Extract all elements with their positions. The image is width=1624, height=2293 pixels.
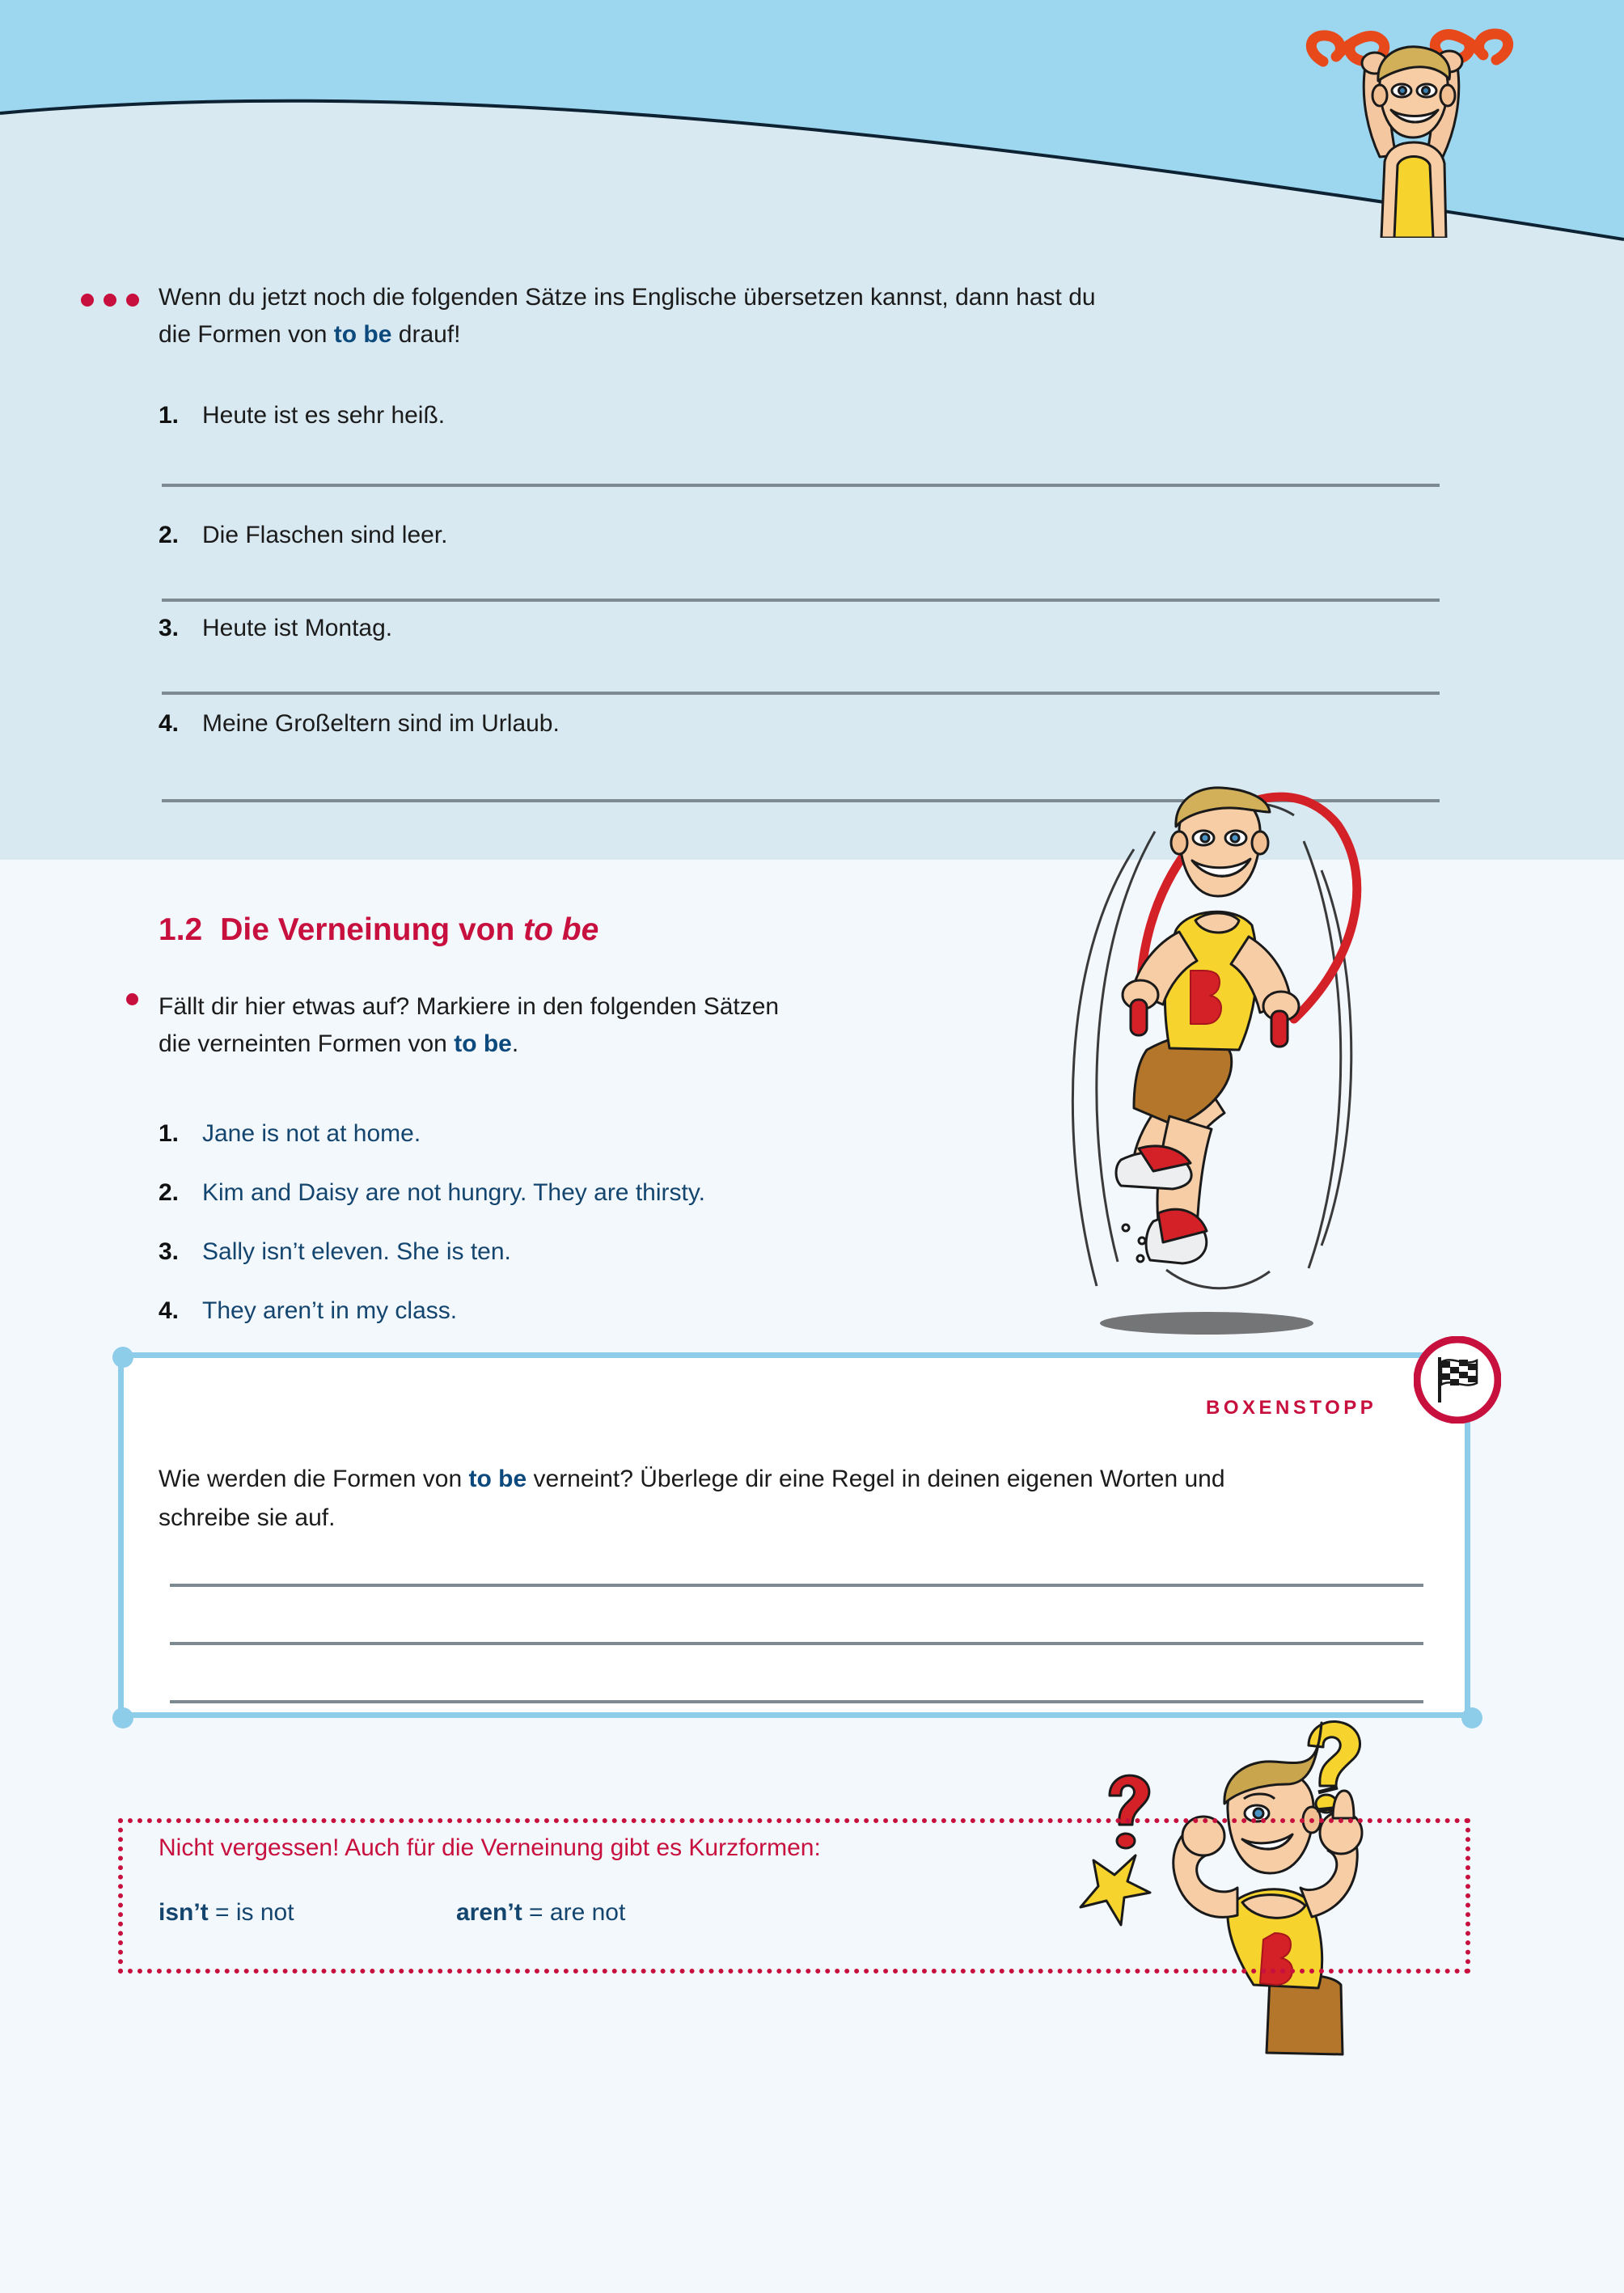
instruction-line-2-post: .	[511, 1030, 519, 1057]
boxenstopp-writing-line-3[interactable]	[170, 1700, 1423, 1703]
corner-ball-bottom-left	[112, 1707, 133, 1728]
checkered-flag-icon	[1414, 1336, 1501, 1424]
to-be-highlight-3: to be	[468, 1466, 527, 1492]
boxenstopp-prompt-mid: verneint? Überlege dir eine Regel in deinen eigenen Worten und	[527, 1466, 1225, 1492]
corner-ball-top-left	[112, 1347, 133, 1368]
intro-line-1: Wenn du jetzt noch die folgenden Sätze ins Englische übersetzen kannst, dann hast du	[159, 284, 1096, 311]
answer-line-3[interactable]	[162, 692, 1440, 695]
section-title-plain: Die Verneinung von	[220, 912, 524, 947]
german-item-text-3: Heute ist Montag.	[202, 615, 393, 641]
german-item-text-2: Die Flaschen sind leer.	[202, 522, 448, 548]
to-be-highlight: to be	[333, 321, 392, 348]
intro-paragraph	[159, 279, 1331, 353]
english-item-text-2[interactable]: Kim and Daisy are not hungry. They are thirsty.	[202, 1179, 705, 1206]
instruction-line-2-pre: die verneinten Formen von	[159, 1030, 455, 1057]
single-dot-bullet-icon	[126, 993, 138, 1005]
boxenstopp-writing-line-1[interactable]	[170, 1584, 1423, 1587]
boy-skipping-rope-illustration	[1037, 728, 1377, 1359]
three-dots-bullet-icon	[81, 294, 139, 307]
reminder-rest-1: = is not	[208, 1899, 294, 1926]
reminder-rest-2: = are not	[522, 1899, 626, 1926]
german-item-number-2: 2.	[159, 522, 180, 548]
boxenstopp-prompt-end: schreibe sie auf.	[159, 1504, 336, 1531]
intro-line-2-post: drauf!	[391, 321, 461, 348]
english-item-text-4[interactable]: They aren’t in my class.	[202, 1297, 458, 1324]
boxenstopp-writing-line-2[interactable]	[170, 1642, 1423, 1645]
reminder-pair-2	[456, 1899, 625, 1927]
german-item-number-3: 3.	[159, 615, 180, 641]
german-item-number-4: 4.	[159, 710, 180, 737]
answer-line-2[interactable]	[162, 599, 1440, 602]
reminder-title: Nicht vergessen! Auch für die Verneinung gibt es Kurzformen:	[159, 1834, 821, 1861]
section-title-italic: to be	[523, 912, 599, 947]
english-item-number-1: 1.	[159, 1120, 180, 1147]
boxenstopp-prompt-pre: Wie werden die Formen von	[159, 1466, 469, 1492]
english-item-number-2: 2.	[159, 1179, 180, 1206]
german-item-text-1: Heute ist es sehr heiß.	[202, 402, 446, 429]
corner-ball-bottom-right	[1461, 1707, 1482, 1728]
german-item-number-1: 1.	[159, 402, 180, 429]
reminder-short-1: isn’t	[159, 1899, 209, 1926]
section-instruction	[159, 988, 983, 1063]
boxenstopp-prompt	[159, 1460, 1436, 1538]
german-item-text-4: Meine Großeltern sind im Urlaub.	[202, 710, 560, 737]
cheering-boy-illustration	[1291, 3, 1533, 238]
to-be-highlight-2: to be	[454, 1030, 512, 1057]
english-item-number-3: 3.	[159, 1238, 180, 1265]
english-item-text-1[interactable]: Jane is not at home.	[202, 1120, 421, 1147]
section-heading	[159, 912, 598, 948]
section-number: 1.2	[159, 912, 203, 947]
english-item-number-4: 4.	[159, 1297, 180, 1324]
reminder-pair-1	[159, 1899, 294, 1927]
english-item-text-3[interactable]: Sally isn’t eleven. She is ten.	[202, 1238, 511, 1265]
instruction-line-1: Fällt dir hier etwas auf? Markiere in den folgenden Sätzen	[159, 993, 780, 1020]
reminder-short-2: aren’t	[456, 1899, 522, 1926]
answer-line-1[interactable]	[162, 484, 1440, 487]
intro-line-2-pre: die Formen von	[159, 321, 334, 348]
